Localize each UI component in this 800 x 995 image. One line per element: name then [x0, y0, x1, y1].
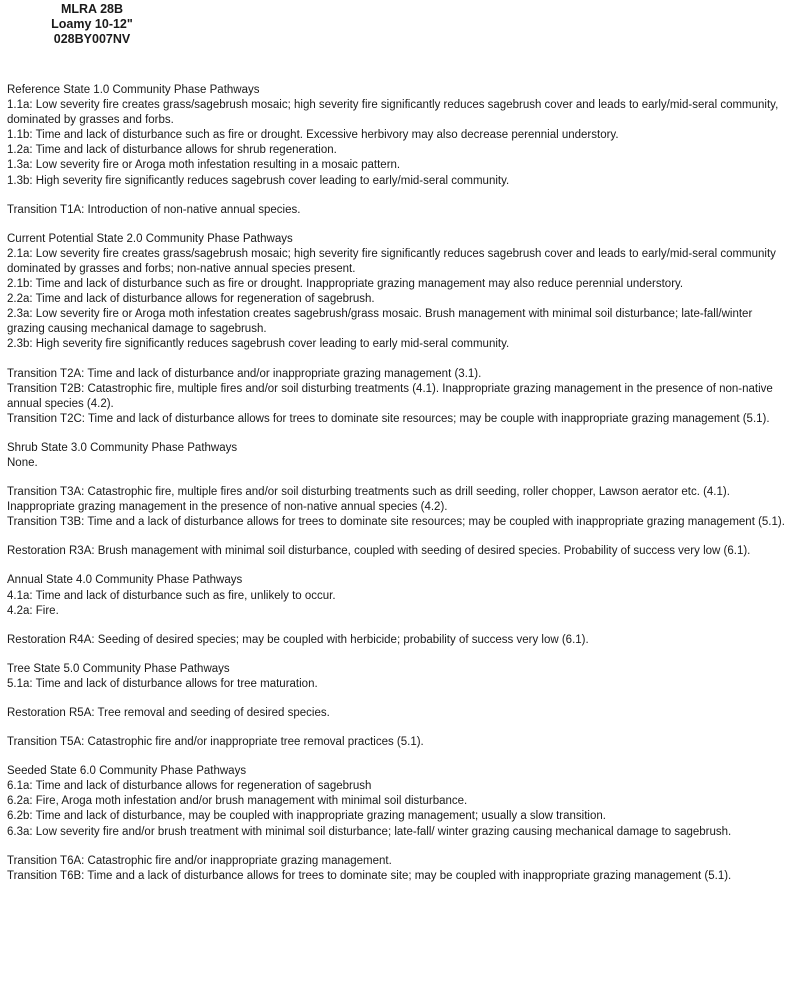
section-heading-line: Reference State 1.0 Community Phase Pathways [7, 84, 260, 96]
section-heading-line: Transition T2A: Time and lack of disturbance and/or inappropriate grazing management (3.1). [7, 367, 482, 380]
section-line: 4.2a: Fire. [7, 604, 59, 617]
text-section [7, 367, 793, 427]
site-name: Loamy 10-12" [51, 17, 133, 31]
section-heading-line: Seeded State 6.0 Community Phase Pathways [7, 765, 247, 778]
section-line: 2.2a: Time and lack of disturbance allows for regeneration of sagebrush. [7, 293, 375, 306]
text-section [7, 735, 793, 750]
text-section [7, 544, 793, 559]
section-line: 6.3a: Low severity fire and/or brush treatment with minimal soil disturbance; late-fall/ winter grazing causing mechanical damage to sagebrush. [7, 825, 732, 838]
section-line: None. [7, 456, 38, 469]
section-heading-line: Restoration R3A: Brush management with minimal soil disturbance, coupled with seeding of desired species. Probability of success very low (6.1). [7, 545, 751, 558]
text-section [7, 485, 793, 530]
text-section [7, 573, 793, 618]
document-header [46, 2, 138, 47]
section-line: 2.1b: Time and lack of disturbance such as fire or drought. Inappropriate grazing management may also reduce perennial understory. [7, 278, 684, 291]
section-line: 6.2b: Time and lack of disturbance, may be coupled with inappropriate grazing management; usually a slow transition. [7, 810, 606, 823]
section-line: 1.1a: Low severity fire creates grass/sagebrush mosaic; high severity fire significantly reduces sagebrush cover and leads to early/mid-seral community, dominated by grasses and forbs. [7, 99, 779, 127]
text-section [7, 633, 793, 648]
section-line: 2.3b: High severity fire significantly reduces sagebrush cover leading to early mid-seral community. [7, 338, 510, 351]
section-heading-line: Shrub State 3.0 Community Phase Pathways [7, 441, 238, 454]
section-line: Transition T6B: Time and a lack of disturbance allows for trees to dominate site; may be coupled with inappropriate grazing management (5.1). [7, 869, 732, 882]
text-section [7, 203, 793, 218]
section-line: 4.1a: Time and lack of disturbance such as fire, unlikely to occur. [7, 589, 336, 602]
section-line: 1.2a: Time and lack of disturbance allows for shrub regeneration. [7, 144, 337, 157]
section-heading-line: Transition T6A: Catastrophic fire and/or inappropriate grazing management. [7, 854, 392, 867]
section-line: 1.3a: Low severity fire or Aroga moth infestation resulting in a mosaic pattern. [7, 159, 401, 172]
section-heading-line: Restoration R5A: Tree removal and seeding of desired species. [7, 707, 330, 719]
text-section [7, 441, 793, 471]
site-id: 028BY007NV [53, 32, 131, 46]
section-line: 1.3b: High severity fire significantly reduces sagebrush cover leading to early/mid-seral community. [7, 174, 510, 187]
text-section [7, 706, 793, 721]
section-heading-line: Restoration R4A: Seeding of desired species; may be coupled with herbicide; probability of success very low (6.1). [7, 633, 589, 646]
section-heading-line: Annual State 4.0 Community Phase Pathways [7, 574, 243, 587]
section-heading-line: Current Potential State 2.0 Community Phase Pathways [7, 232, 293, 245]
section-heading-line: Transition T5A: Catastrophic fire and/or inappropriate tree removal practices (5.1). [7, 736, 424, 749]
section-line: Transition T2C: Time and lack of disturbance allows for trees to dominate site resources; may be couple with inappropriate grazing management (5.1). [7, 412, 770, 425]
text-section [7, 232, 793, 353]
text-section [7, 662, 793, 692]
section-heading-line: Transition T3A: Catastrophic fire, multiple fires and/or soil disturbing treatments such as drill seeding, roller chopper, Lawson aerator etc. (4.1). Inappropriate grazing management in the presence of non-native annual species (4.2). [7, 486, 730, 514]
section-line: 1.1b: Time and lack of disturbance such as fire or drought. Excessive herbivory may also decrease perennial understory. [7, 129, 619, 142]
text-section [7, 83, 793, 189]
section-line: 2.1a: Low severity fire creates grass/sagebrush mosaic; high severity fire significantly reduces sagebrush cover and leads to early/mid-seral community dominated by grasses and forbs; non-native annual species present. [7, 247, 776, 275]
section-heading-line: Transition T1A: Introduction of non-native annual species. [7, 203, 301, 216]
section-line: 6.1a: Time and lack of disturbance allows for regeneration of sagebrush [7, 780, 372, 793]
section-line: 5.1a: Time and lack of disturbance allows for tree maturation. [7, 677, 318, 690]
pathway-descriptions [7, 83, 793, 898]
section-line: 6.2a: Fire, Aroga moth infestation and/or brush management with minimal soil disturbance. [7, 795, 468, 808]
mlra-title: MLRA 28B [60, 2, 124, 16]
section-line: Transition T3B: Time and a lack of disturbance allows for trees to dominate site resources; may be coupled with inappropriate grazing management (5.1). [7, 516, 785, 529]
text-section [7, 854, 793, 884]
section-line: 2.3a: Low severity fire or Aroga moth infestation creates sagebrush/grass mosaic. Brush management with minimal soil disturbance; late-fall/winter grazing causing mechanical damage to sagebrush. [7, 308, 753, 336]
section-heading-line: Tree State 5.0 Community Phase Pathways [7, 662, 230, 675]
text-section [7, 764, 793, 839]
section-line: Transition T2B: Catastrophic fire, multiple fires and/or soil disturbing treatments (4.1). Inappropriate grazing management in the presence of non-native annual species (4.2). [7, 382, 773, 410]
